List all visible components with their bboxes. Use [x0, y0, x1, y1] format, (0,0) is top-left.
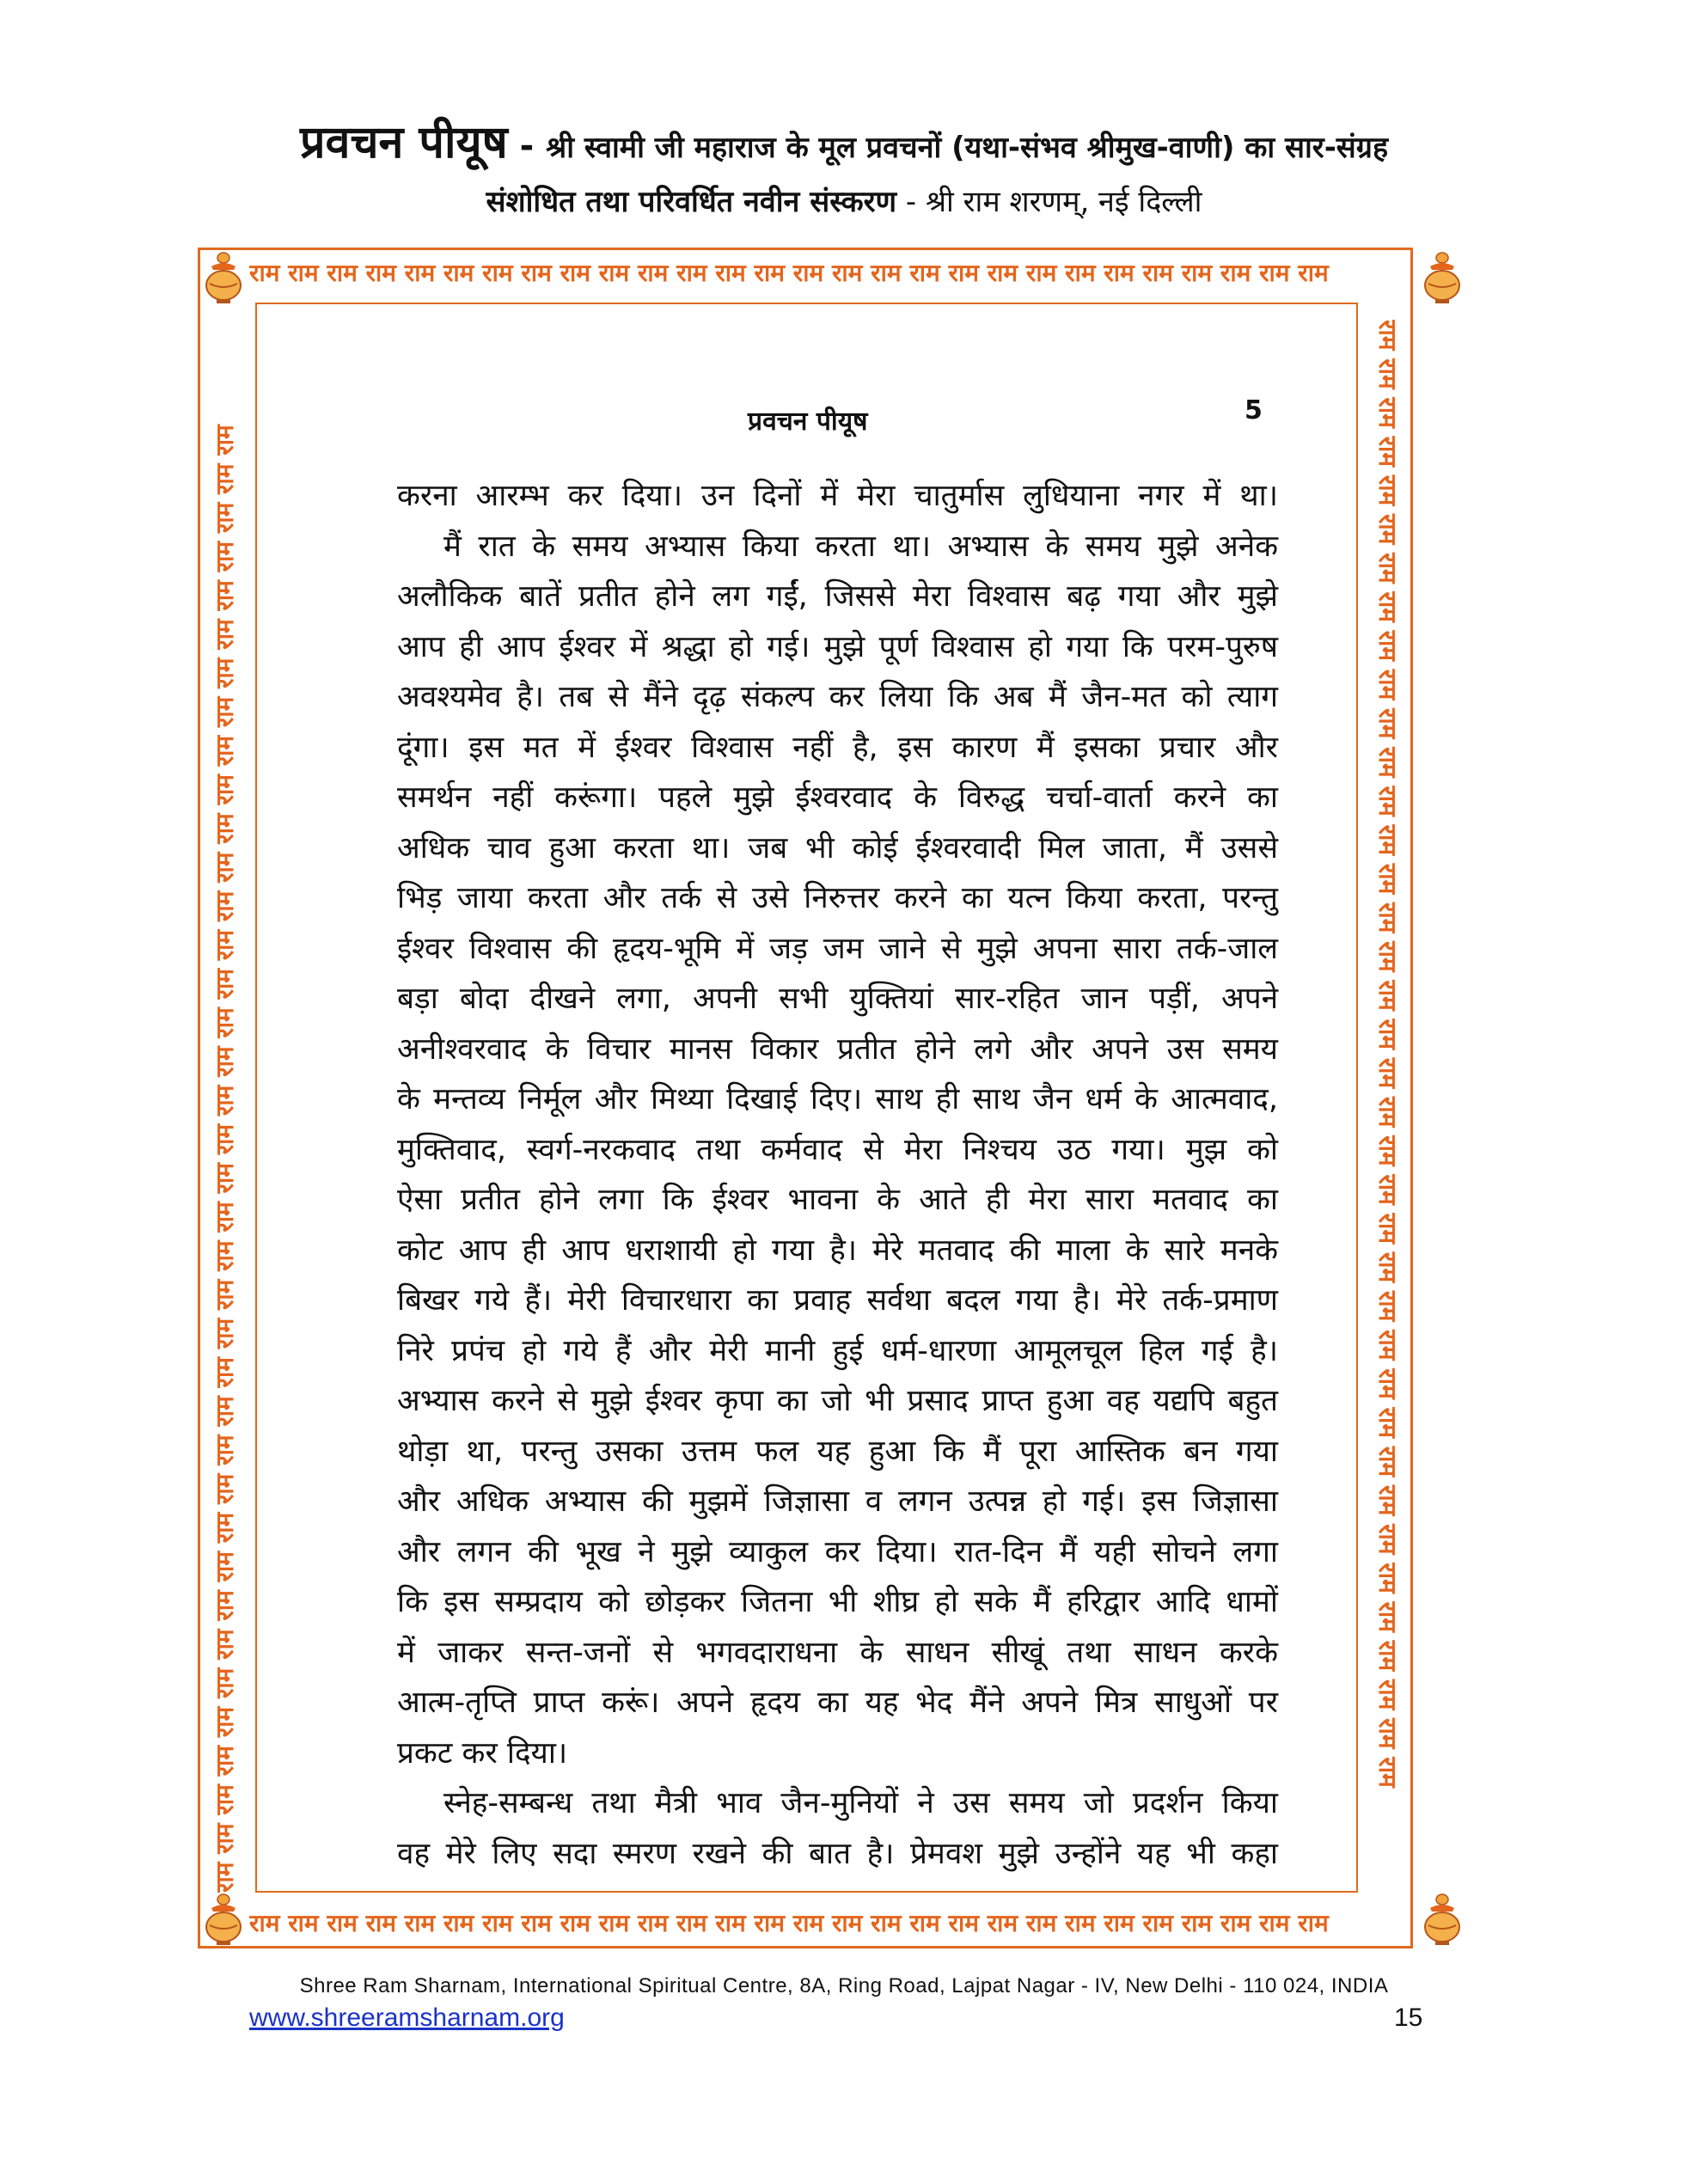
kalash-ornament-icon: [199, 1893, 248, 1946]
header-title-separator: -: [507, 126, 547, 166]
text-line: और लगन की भूख ने मुझे व्याकुल कर दिया। रात-दिन मैं यही सोचने लगा: [397, 1534, 1278, 1569]
kalash-ornament-icon: [1418, 251, 1466, 304]
text-line: स्नेह-सम्बन्ध तथा मैत्री भाव जैन-मुनियों ने उस समय जो प्रदर्शन किया: [443, 1786, 1278, 1820]
header-subtitle-rest: - श्री राम शरणम्, नई दिल्ली: [896, 185, 1202, 219]
text-line: प्रकट कर दिया।: [397, 1735, 568, 1771]
text-line: दूंगा। इस मत में ईश्वर विश्वास नहीं है, इस कारण मैं इसका प्रचार और: [397, 730, 1278, 765]
text-line: थोड़ा था, परन्तु उसका उत्तम फल यह हुआ कि मैं पूरा आस्तिक बन गया: [397, 1434, 1278, 1469]
header-subtitle-bold: संशोधित तथा परिवर्धित नवीन संस्करण: [486, 185, 897, 219]
footer-address: Shree Ram Sharnam, International Spiritual Centre, 8A, Ring Road, Lajpat Nagar - IV, New Delhi - 110 024, INDIA: [299, 1974, 1389, 1997]
border-right-text: राम राम राम राम राम राम राम राम राम राम राम राम राम राम राम राम राम राम राम राम राम राम राम राम राम राम राम राम राम राम राम राम राम राम राम राम राम राम: [1373, 320, 1402, 1788]
text-line: भिड़ जाया करता और तर्क से उसे निरुत्तर करने का यत्न किया करता, परन्तु: [397, 881, 1278, 915]
text-line: आप ही आप ईश्वर में श्रद्धा हो गई। मुझे पूर्ण विश्वास हो गया कि परम-पुरुष: [397, 629, 1278, 664]
border-bottom-text: राम राम राम राम राम राम राम राम राम राम राम राम राम राम राम राम राम राम राम राम राम राम राम राम राम राम राम राम: [249, 1909, 1329, 1937]
text-line: वह मेरे लिए सदा स्मरण रखने की बात है। प्रेमवश मुझे उन्होंने यह भी कहा: [397, 1836, 1278, 1871]
text-line: अवश्यमेव है। तब से मैंने दृढ़ संकल्प कर लिया कि अब मैं जैन-मत को त्याग: [397, 680, 1278, 714]
document-header-subtitle: [0, 180, 1688, 220]
text-line: करना आरम्भ कर दिया। उन दिनों में मेरा चातुर्मास लुधियाना नगर में था।: [397, 479, 1278, 513]
text-line: बड़ा बोदा दीखने लगा, अपनी सभी युक्तियां सार-रहित जान पड़ीं, अपने: [397, 982, 1278, 1016]
border-left-strip: [203, 320, 248, 1893]
header-title-main: प्रवचन पीयूष: [299, 117, 508, 168]
kalash-ornament-icon: [199, 251, 248, 304]
text-line: में जाकर सन्त-जनों से भगवदाराधना के साधन सीखूं तथा साधन करके: [397, 1635, 1278, 1670]
running-title: प्रवचन पीयूष: [748, 407, 868, 437]
kalash-ornament-icon: [1418, 1893, 1466, 1946]
text-line: अधिक चाव हुआ करता था। जब भी कोई ईश्वरवादी मिल जाता, मैं उससे: [397, 830, 1278, 866]
text-line: अभ्यास करने से मुझे ईश्वर कृपा का जो भी प्रसाद प्राप्त हुआ वह यद्यपि बहुत: [397, 1384, 1278, 1418]
text-line: कि इस सम्प्रदाय को छोड़कर जितना भी शीघ्र हो सके मैं हरिद्वार आदि धामों: [397, 1585, 1278, 1619]
pdf-page-number: 15: [1394, 2004, 1423, 2032]
text-line: मुक्तिवाद, स्वर्ग-नरकवाद तथा कर्मवाद से मेरा निश्चय उठ गया। मुझ को: [397, 1132, 1278, 1167]
text-line: अलौकिक बातें प्रतीत होने लग गईं, जिससे मेरा विश्वास बढ़ गया और मुझे: [397, 579, 1278, 614]
text-line: निरे प्रपंच हो गये हैं और मेरी मानी हुई धर्म-धारणा आमूलचूल हिल गई है।: [397, 1333, 1278, 1368]
text-line: आत्म-तृप्ति प्राप्त करूं। अपने हृदय का यह भेद मैंने अपने मित्र साधुओं पर: [397, 1685, 1278, 1720]
book-page-number: 5: [1245, 395, 1263, 425]
header-title-rest: श्री स्वामी जी महाराज के मूल प्रवचनों (यथा-संभव श्रीमुख-वाणी) का सार-संग्रह: [546, 131, 1389, 165]
website-link[interactable]: www.shreeramsharnam.org: [249, 2004, 565, 2032]
text-line: बिखर गये हैं। मेरी विचारधारा का प्रवाह सर्वथा बदल गया है। मेरे तर्क-प्रमाण: [397, 1283, 1278, 1318]
border-right-strip: [1365, 320, 1410, 1893]
border-top-text: राम राम राम राम राम राम राम राम राम राम राम राम राम राम राम राम राम राम राम राम राम राम राम राम राम राम राम राम: [249, 259, 1329, 287]
border-left-text: राम राम राम राम राम राम राम राम राम राम राम राम राम राम राम राम राम राम राम राम राम राम राम राम राम राम राम राम राम राम राम राम राम राम राम राम राम राम: [211, 425, 239, 1893]
body-text: [397, 471, 1278, 1879]
text-line: ईश्वर विश्वास की हृदय-भूमि में जड़ जम जाने से मुझे अपना सारा तर्क-जाल: [397, 931, 1278, 966]
text-line: कोट आप ही आप धराशायी हो गया है। मेरे मतवाद की माला के सारे मनके: [397, 1233, 1278, 1268]
text-line: अनीश्वरवाद के विचार मानस विकार प्रतीत होने लगे और अपने उस समय: [397, 1031, 1278, 1067]
text-line: समर्थन नहीं करूंगा। पहले मुझे ईश्वरवाद के विरुद्ध चर्चा-वार्ता करने का: [397, 780, 1278, 815]
document-header-title: [0, 110, 1688, 171]
text-line: ऐसा प्रतीत होने लगा कि ईश्वर भावना के आते ही मेरा सारा मतवाद का: [397, 1183, 1278, 1217]
text-line: और अधिक अभ्यास की मुझमें जिज्ञासा व लगन उत्पन्न हो गई। इस जिज्ञासा: [397, 1484, 1278, 1519]
text-line: के मन्तव्य निर्मूल और मिथ्या दिखाई दिए। साथ ही साथ जैन धर्म के आत्मवाद,: [397, 1082, 1278, 1116]
text-line: मैं रात के समय अभ्यास किया करता था। अभ्यास के समय मुझे अनेक: [443, 529, 1278, 564]
